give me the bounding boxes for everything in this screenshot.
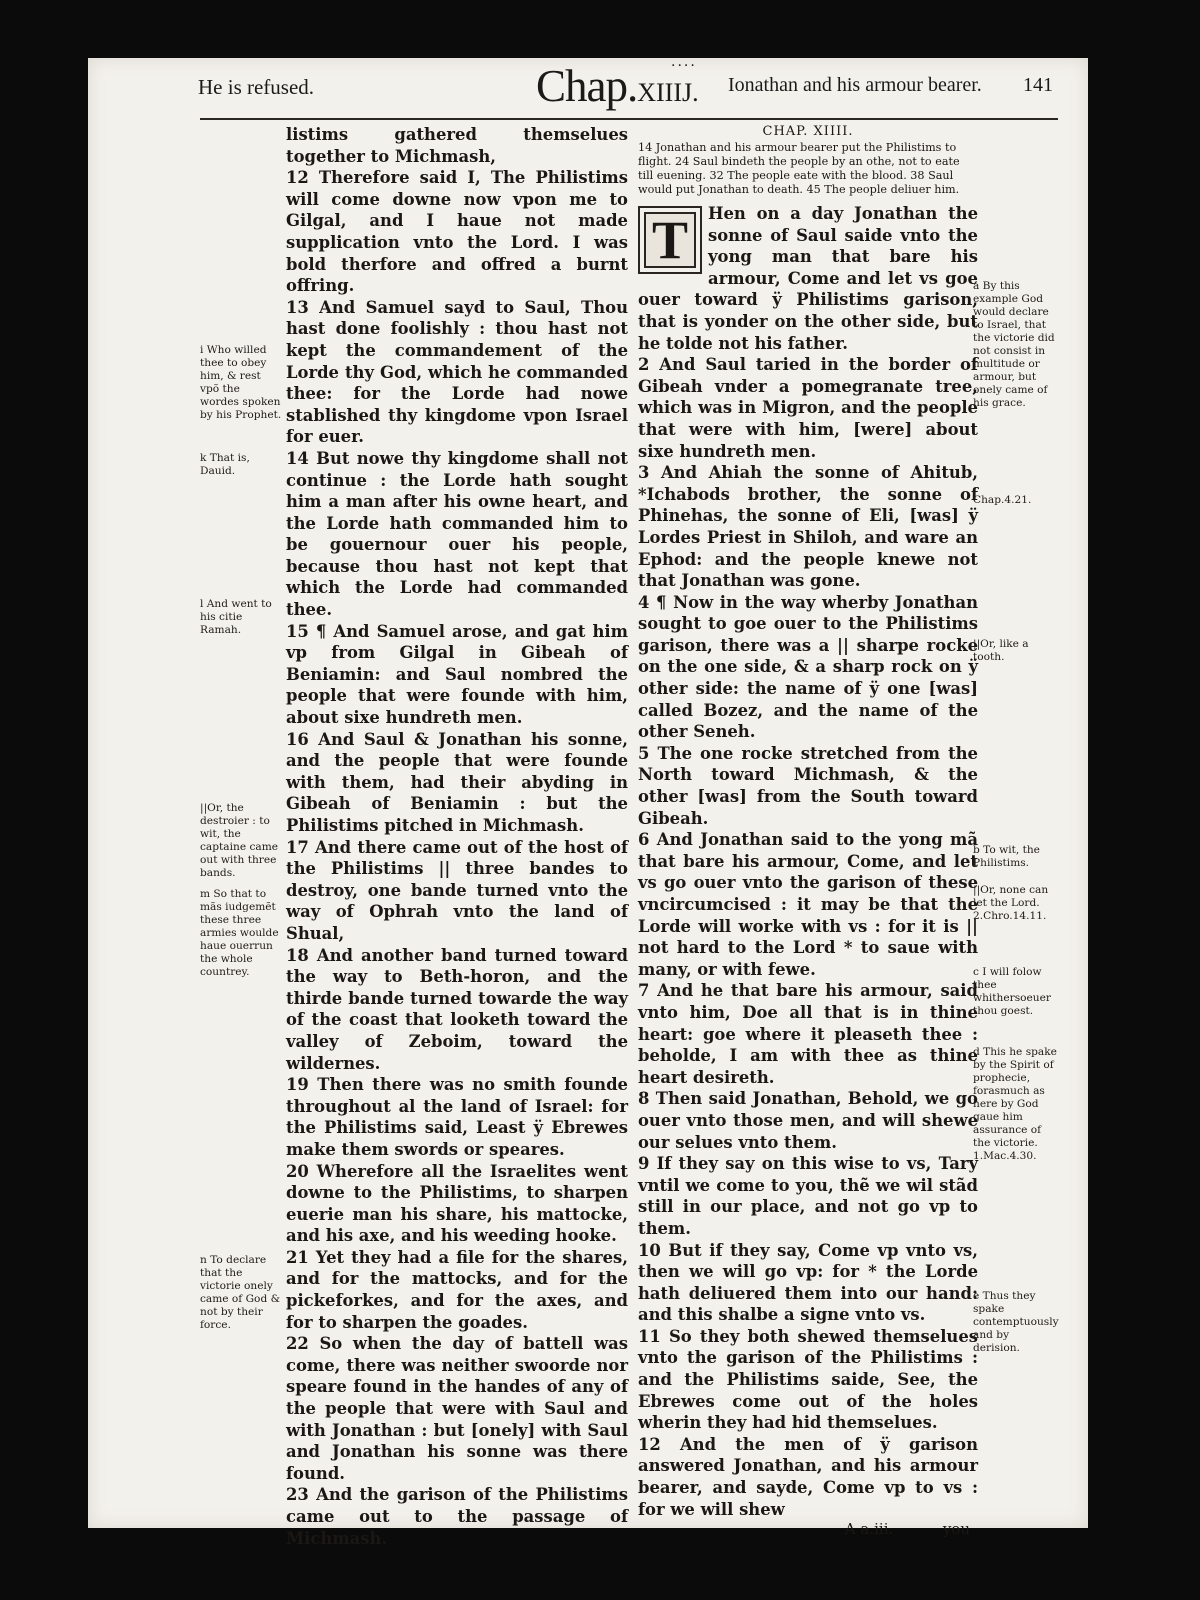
verse: 5 The one rocke stretched from the North toward Michmash, & the other [was] from the South toward Gibeah. [638, 743, 978, 828]
left-text-column [286, 124, 628, 1549]
margin-note: i Who willed thee to obey him, & rest vpõ the wordes spoken by his Prophet. [200, 344, 282, 421]
margin-note: ||Or, the destroier : to wit, the captaine came out with three bands. [200, 802, 279, 879]
signature-line [638, 1520, 978, 1538]
verse: 21 Yet they had a file for the shares, and for the mattocks, and for the pickeforkes, and for the axes, and for to sharpen the goades. [286, 1247, 628, 1332]
verse: 19 Then there was no smith founde throughout al the land of Israel: for the Philistims said, Least ÿ Ebrewes make them swords or speares. [286, 1075, 628, 1159]
chapter-word: Chap. [536, 61, 638, 111]
margin-note: k That is, Dauid. [200, 452, 250, 477]
header-right-title: Ionathan and his armour bearer. [728, 74, 982, 96]
verse: 11 So they both shewed themselues vnto the garison of the Philistims : and the Philistims saide, See, the Ebrewes come out of the holes wherin they had hid themselues. [638, 1326, 978, 1433]
margin-note: d This he spake by the Spirit of prophecie, forasmuch as here by God gaue him assurance of the victorie. 1.Mac.4.30. [973, 1046, 1057, 1162]
verse: 13 And Samuel sayd to Saul, Thou hast done foolishly : thou hast not kept the commandement of the Lorde thy God, which he commanded thee: for the Lorde had nowe stablished thy kingdome vpon Israel for euer. [286, 297, 628, 447]
margin-note: b To wit, the Philistims. [973, 844, 1040, 869]
header-dots: .... [671, 54, 697, 70]
margin-note: l And went to his citie Ramah. [200, 598, 272, 636]
opening-verse: Hen on a day Jonathan the sonne of Saul saide vnto the yong man that bare his armour, Come and let vs goe ouer toward ÿ Philistims garison, that is yonder on the other side, but he tolde not his father. [638, 204, 978, 353]
verse: 6 And Jonathan said to the yong mã that bare his armour, Come, and let vs go ouer vnto the garison of these vncircumcised : it may be that the Lorde will worke with vs : for it is || not hard to the Lord * to saue with many, or with fewe. [638, 830, 978, 979]
verse: 8 Then said Jonathan, Behold, we go ouer vnto those men, and will shewe our selues vnto them. [638, 1089, 978, 1152]
verse: 10 But if they say, Come vp vnto vs, then we will go vp: for * the Lorde hath deliuered them into our hand: and this shalbe a signe vnto vs. [638, 1240, 978, 1325]
verse: 23 And the garison of the Philistims came out to the passage of Michmash. [286, 1485, 628, 1548]
margin-note: ||Or, like a tooth. [973, 638, 1029, 663]
verse: 14 But nowe thy kingdome shall not continue : the Lorde hath sought him a man after his owne heart, and the Lorde hath commanded him to be gouernour ouer his people, because thou hast not kept that which the Lorde had commanded thee. [286, 448, 628, 620]
margin-note: ||Or, none can let the Lord. 2.Chro.14.11. [973, 884, 1049, 922]
margin-note: e Thus they spake contemptuously and by derision. [973, 1290, 1059, 1354]
chapter-summary: 14 Jonathan and his armour bearer put the Philistims to flight. 24 Saul bindeth the people by an othe, not to eate till euening. 32 The people eate with the blood. 38 Saul would put Jonathan to death. 45 The people deliuer him. [638, 141, 960, 196]
signature-mark: A a.iii. [844, 1520, 894, 1539]
right-text-column [638, 124, 978, 1538]
margin-note: n To declare that the victorie onely came of God & not by their force. [200, 1254, 281, 1331]
verse: 3 And Ahiah the sonne of Ahitub, *Ichabods brother, the sonne of Phinehas, the sonne of Eli, [was] ÿ Lordes Priest in Shiloh, and ware an Ephod: and the people knewe not that Jonathan was gone. [638, 463, 978, 591]
margin-note: c I will folow thee whithersoeuer thou goest. [973, 966, 1051, 1017]
chapter-heading: CHAP. XIIII. [762, 124, 854, 139]
decorated-initial: T [638, 206, 702, 274]
chapter-number: XIIIJ. [637, 78, 699, 107]
verse: 12 Therefore said I, The Philistims will come downe now vpon me to Gilgal, and I haue not made supplication vnto the Lord. I was bold therfore and offred a burnt offring. [286, 168, 628, 296]
verse: listims gathered themselues together to Michmash, [286, 125, 628, 166]
margin-note: Chap.4.21. [973, 494, 1032, 506]
verse: 20 Wherefore all the Israelites went downe to the Philistims, to sharpen euerie man his share, his mattocke, and his axe, and his weeding hooke. [286, 1161, 628, 1246]
verse: 17 And there came out of the host of the Philistims || three bandes to destroy, one bande turned vnto the way of Ophrah vnto the land of Shual, [286, 837, 628, 943]
chapter-title [536, 60, 699, 112]
verse: 12 And the men of ÿ garison answered Jonathan, and his armour bearer, and sayde, Come vp to vs : for we will shew [638, 1434, 978, 1519]
verse: 15 ¶ And Samuel arose, and gat him vp from Gilgal in Gibeah of Beniamin: and Saul nombred the people that were founde with him, about sixe hundreth men. [286, 621, 628, 728]
page-number: 141 [1023, 74, 1053, 96]
header-rule [200, 118, 1058, 120]
verse: 22 So when the day of battell was come, there was neither swoorde nor speare found in the handes of any of the people that were with Saul and with Jonathan : but [onely] with Saul and Jonathan his sonne was there found. [286, 1334, 628, 1483]
verse: 7 And he that bare his armour, said vnto him, Doe all that is in thine heart: goe where it pleaseth thee : beholde, I am with thee as thine heart desireth. [638, 981, 978, 1087]
margin-note: m So that to mãs iudgemẽt these three armies woulde haue ouerrun the whole countrey. [200, 888, 279, 978]
margin-note: a By this example God would declare to Israel, that the victorie did not consist in multitude or armour, but onely came of his grace. [973, 280, 1055, 409]
verse: 18 And another band turned toward the way to Beth-horon, and the thirde bande turned towarde the way of the coast that looketh toward the valley of Zeboim, toward the wildernes. [286, 945, 628, 1073]
verse: 16 And Saul & Jonathan his sonne, and the people that were founde with them, had their abyding in Gibeah of Beniamin : but the Philistims pitched in Michmash. [286, 729, 628, 835]
header-left-title: He is refused. [198, 75, 315, 99]
catchword: you [942, 1520, 970, 1539]
opening-paragraph-block [638, 203, 978, 354]
verse: 2 And Saul taried in the border of Gibeah vnder a pomegranate tree, which was in Migron, and the people that were with him, [were] about sixe hundreth men. [638, 355, 978, 461]
verse: 9 If they say on this wise to vs, Tary vntil we come to you, thẽ we wil stãd still in our place, and not go vp to them. [638, 1154, 978, 1238]
verse: 4 ¶ Now in the way wherby Jonathan sought to goe ouer to the Philistims garison, there was a || sharpe rocke on the one side, & a sharp rock on ÿ other side: the name of ÿ one [was] called Bozez, and the name of the other Seneh. [638, 592, 978, 742]
bible-page [88, 54, 1088, 1548]
